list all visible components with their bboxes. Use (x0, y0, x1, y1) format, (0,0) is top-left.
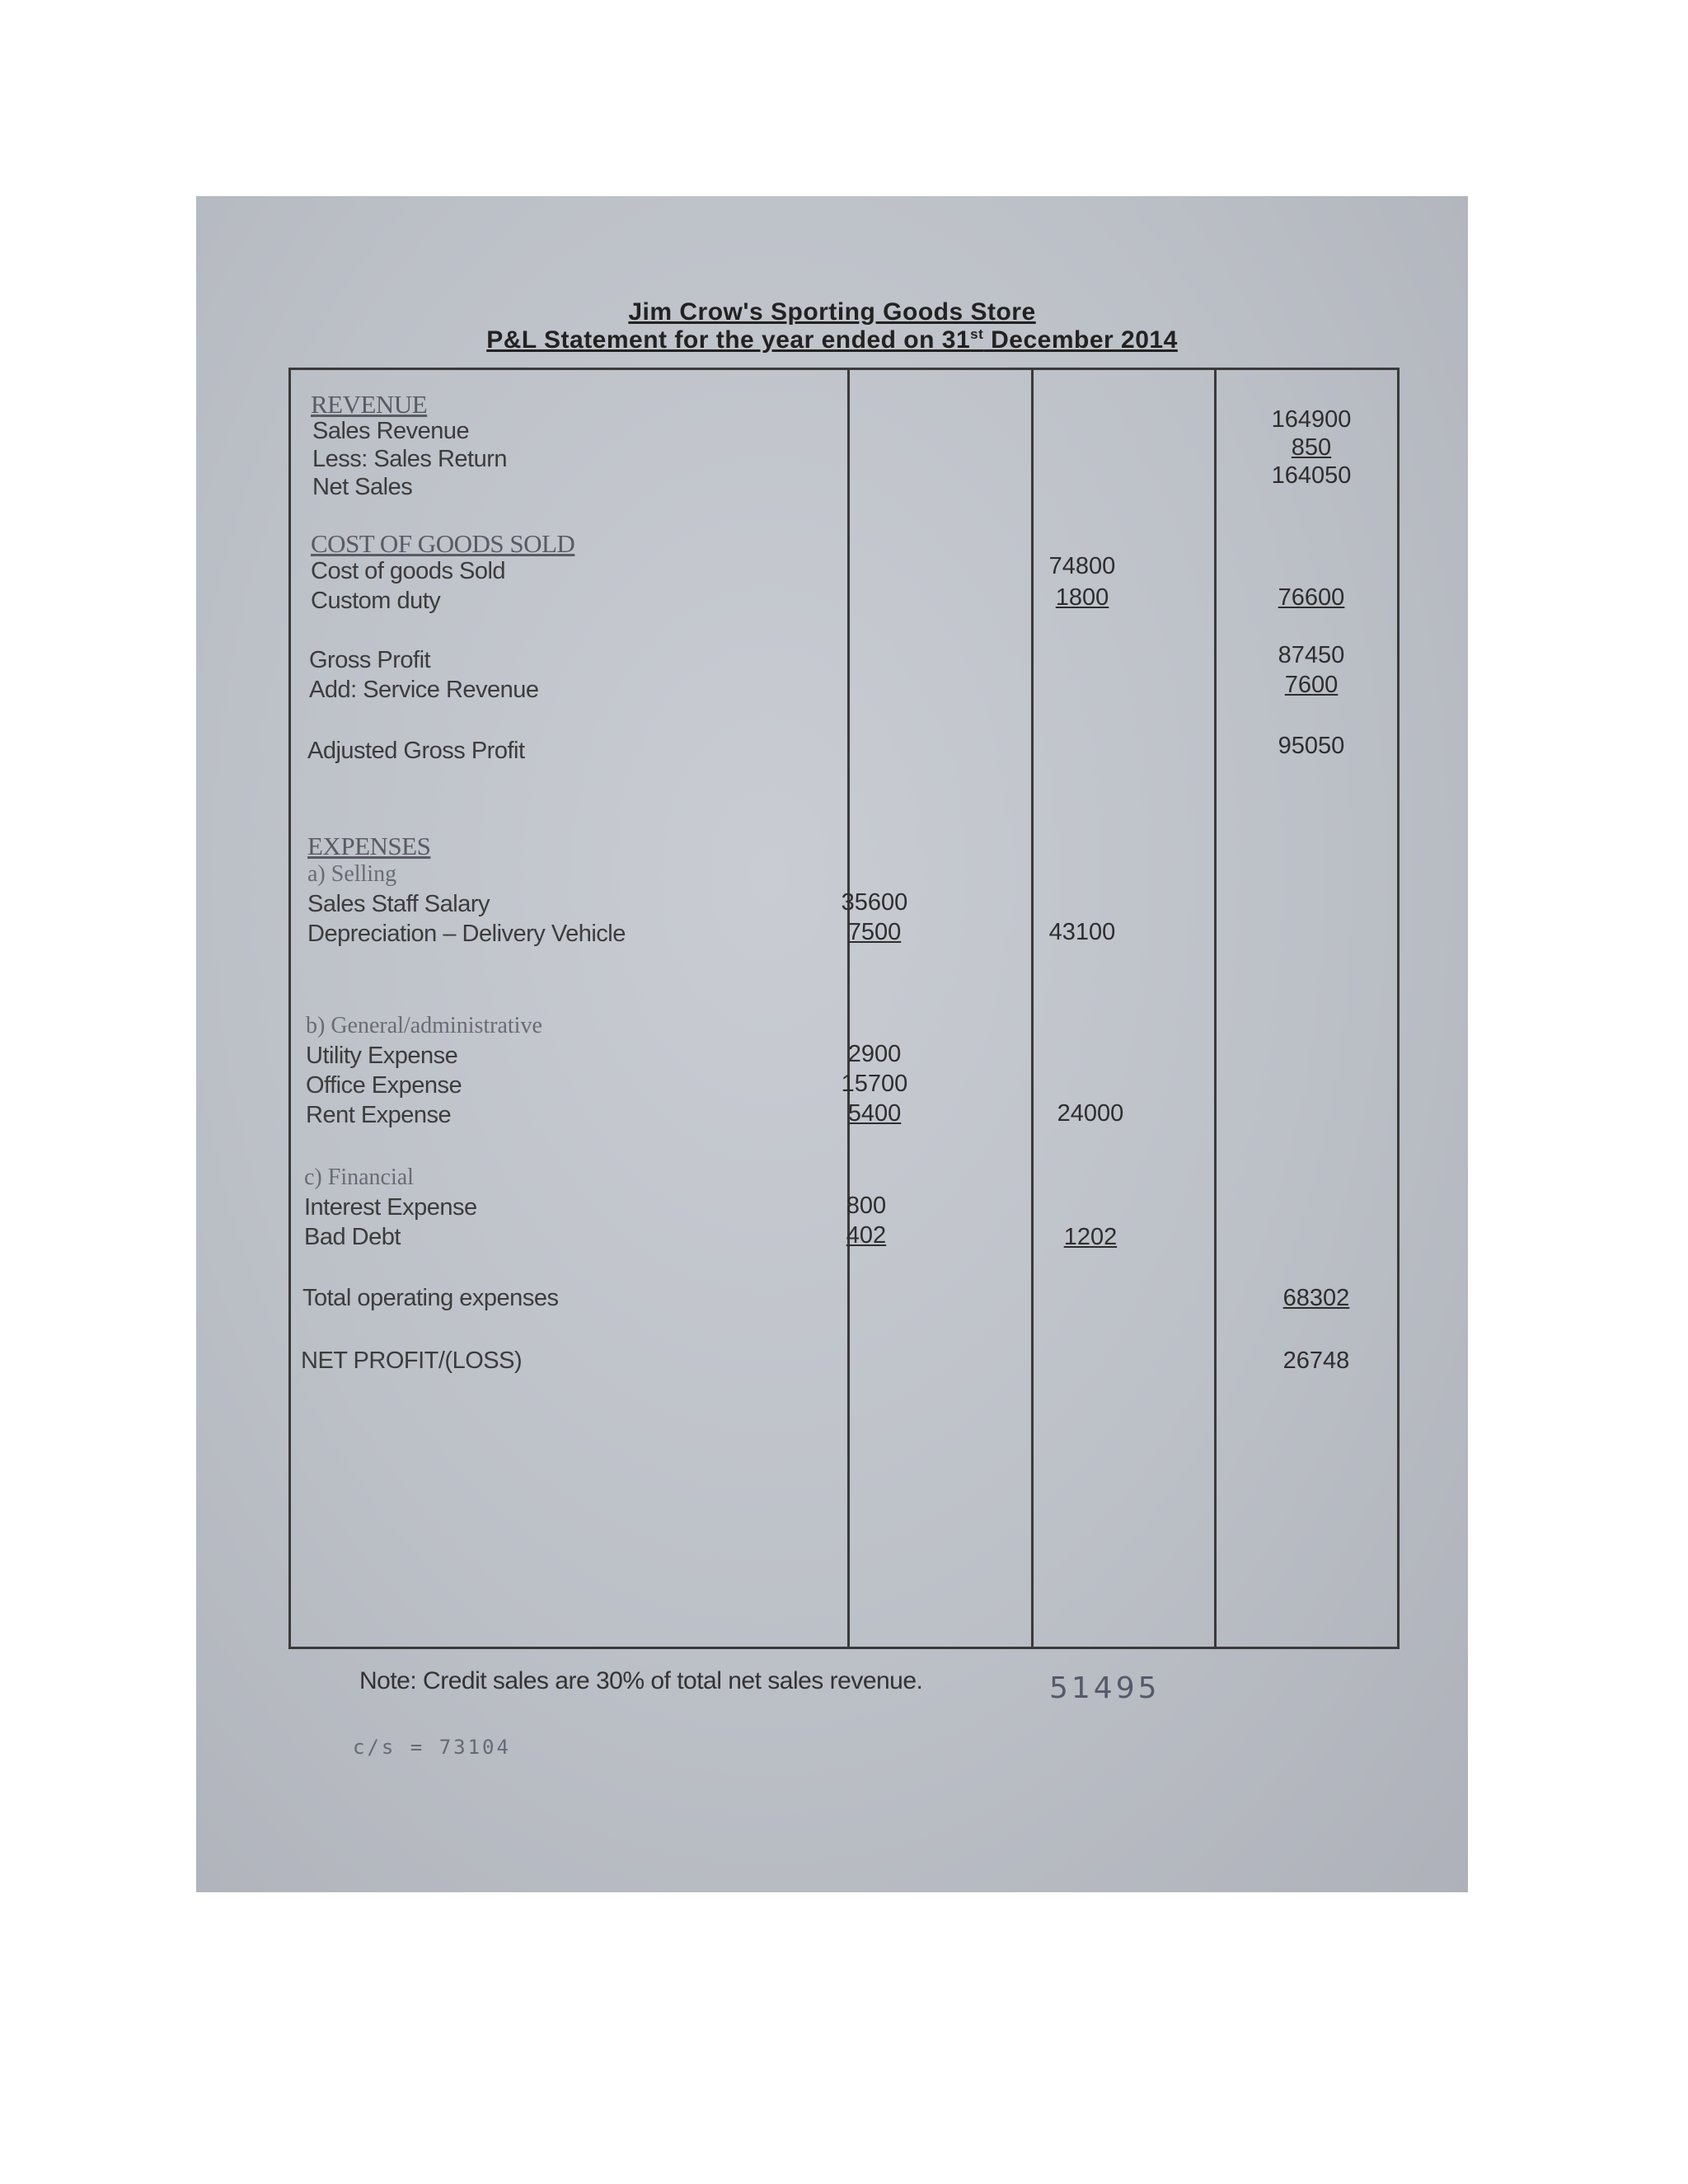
interest-expense-value: 800 (846, 1193, 887, 1219)
gross-profit-label: Gross Profit (309, 647, 431, 673)
store-name: Jim Crow's Sporting Goods Store (628, 298, 1036, 326)
total-operating-expenses-value: 68302 (1282, 1285, 1350, 1311)
revenue-heading: REVENUE (311, 390, 428, 419)
cost-of-goods-label: Cost of goods Sold (311, 558, 506, 584)
selling-heading: a) Selling (307, 861, 397, 887)
net-profit-label: NET PROFIT/(LOSS) (301, 1347, 523, 1374)
bad-debt-label: Bad Debt (304, 1224, 401, 1250)
sales-return-value: 850 (1291, 434, 1332, 461)
custom-duty-value: 1800 (1055, 584, 1109, 611)
pl-table (288, 368, 1400, 1649)
column-divider-3 (1214, 370, 1217, 1647)
rent-expense-value: 5400 (847, 1100, 902, 1127)
sales-revenue-label: Sales Revenue (312, 418, 470, 444)
net-sales-value: 164050 (1271, 462, 1352, 489)
utility-expense-value: 2900 (847, 1041, 902, 1067)
column-divider-1 (847, 370, 850, 1647)
adjusted-gross-profit-label: Adjusted Gross Profit (307, 738, 525, 764)
sales-return-label: Less: Sales Return (312, 446, 508, 472)
net-sales-label: Net Sales (312, 474, 413, 500)
gross-profit-value: 87450 (1278, 642, 1345, 668)
expenses-heading: EXPENSES (307, 832, 431, 860)
custom-duty-label: Custom duty (311, 588, 441, 614)
office-expense-label: Office Expense (306, 1072, 462, 1099)
statement-title: P&L Statement for the year ended on 31st December 2014 (486, 326, 1178, 354)
financial-total-value: 1202 (1063, 1224, 1118, 1250)
handwritten-line: c/s = 73104 (353, 1736, 511, 1759)
depreciation-value: 7500 (847, 919, 902, 945)
sales-staff-salary-label: Sales Staff Salary (307, 891, 490, 917)
general-heading: b) General/administrative (306, 1013, 542, 1038)
rent-expense-label: Rent Expense (306, 1102, 452, 1128)
cost-of-goods-value: 74800 (1048, 553, 1116, 579)
bad-debt-value: 402 (846, 1222, 887, 1249)
office-expense-value: 15700 (841, 1071, 908, 1097)
selling-total-value: 43100 (1048, 919, 1116, 945)
sales-revenue-value: 164900 (1271, 406, 1352, 433)
cogs-total-value: 76600 (1278, 584, 1345, 611)
sales-staff-salary-value: 35600 (841, 889, 908, 916)
credit-sales-note: Note: Credit sales are 30% of total net sales revenue. (359, 1667, 923, 1694)
interest-expense-label: Interest Expense (304, 1194, 477, 1221)
utility-expense-label: Utility Expense (306, 1043, 458, 1069)
service-revenue-value: 7600 (1284, 672, 1339, 698)
total-operating-expenses-label: Total operating expenses (302, 1285, 559, 1311)
depreciation-label: Depreciation – Delivery Vehicle (307, 921, 626, 947)
handwritten-value: 51495 (1049, 1671, 1160, 1705)
service-revenue-label: Add: Service Revenue (309, 677, 539, 703)
general-total-value: 24000 (1057, 1100, 1124, 1127)
net-profit-value: 26748 (1282, 1347, 1350, 1374)
financial-heading: c) Financial (304, 1165, 414, 1190)
adjusted-gross-profit-value: 95050 (1278, 733, 1345, 759)
document-photo (196, 196, 1468, 1892)
cogs-heading: COST OF GOODS SOLD (311, 529, 575, 558)
